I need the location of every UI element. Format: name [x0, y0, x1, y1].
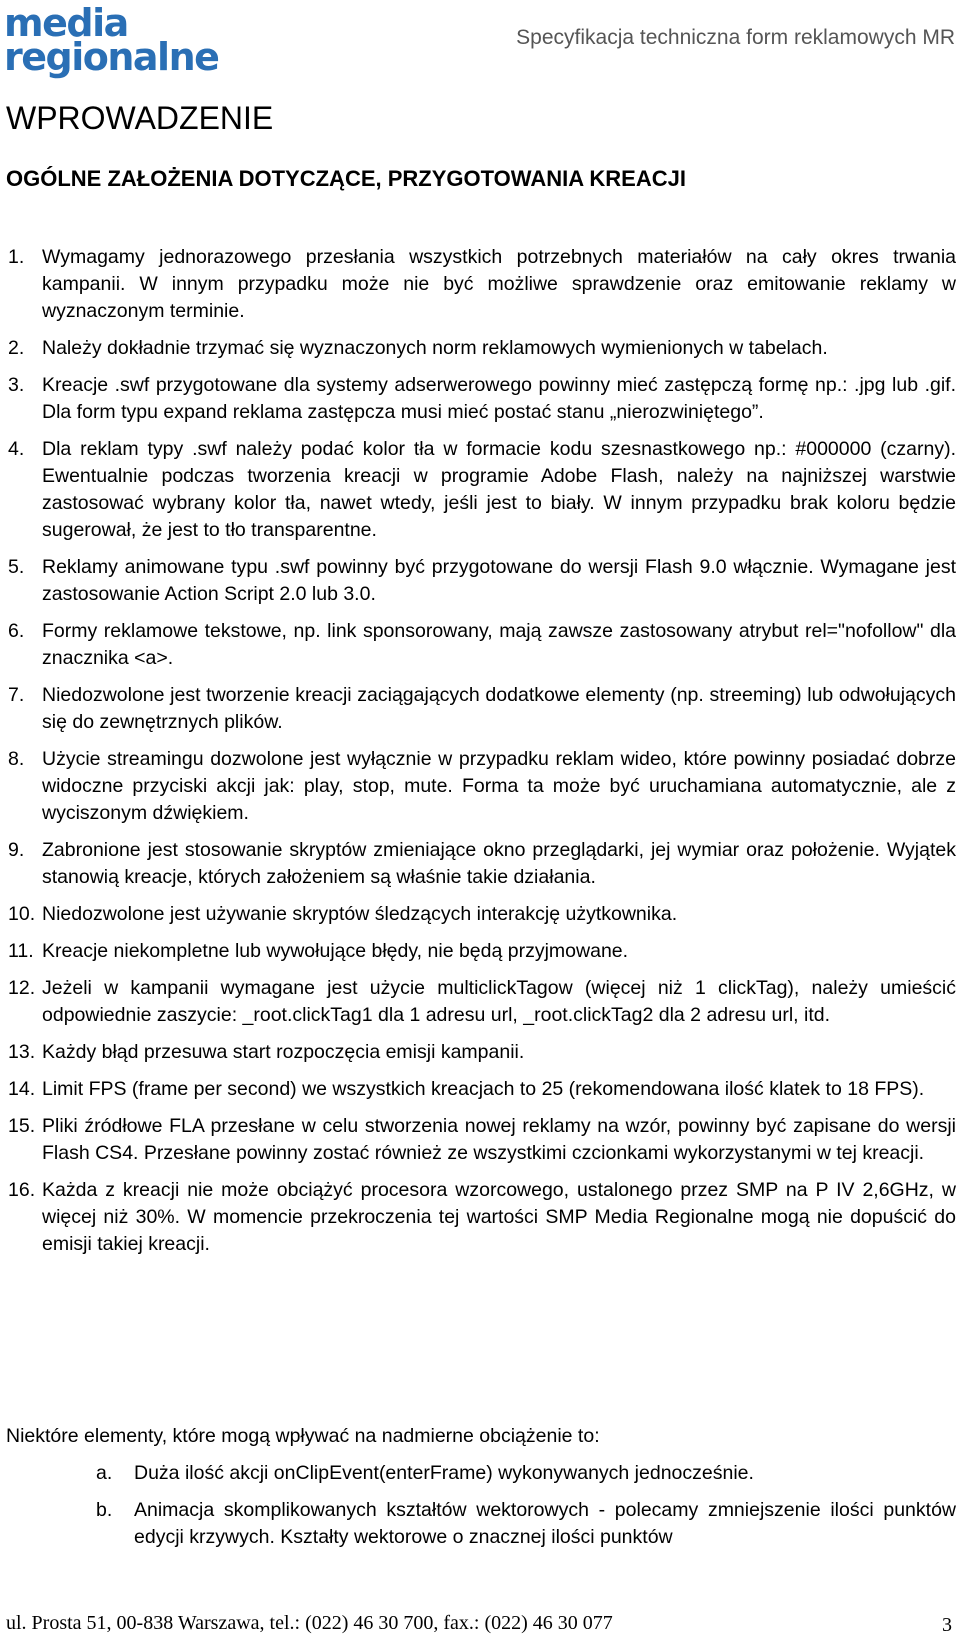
- list-item: [8, 901, 956, 928]
- list-item: [8, 1177, 956, 1258]
- list-item-text: Wymagamy jednorazowego przesłania wszystkich potrzebnych materiałów na cały okres trwania kampanii. W innym przypadku może nie być możliwe sprawdzenie oraz emitowanie reklamy w wyznaczonym terminie.: [42, 246, 956, 322]
- list-item-text: Limit FPS (frame per second) we wszystkich kreacjach to 25 (rekomendowana ilość klatek to 18 FPS).: [42, 1078, 925, 1100]
- list-item-text: Każda z kreacji nie może obciążyć procesora wzorcowego, ustalonego przez SMP na P IV 2,6GHz, w więcej niż 30%. W momencie przekroczenia tej wartości SMP Media Regionalne mogą nie dopuścić do emisji takiej kreacji.: [42, 1179, 956, 1255]
- list-item: [8, 554, 956, 608]
- list-item-number: 4.: [8, 438, 25, 460]
- list-item: [8, 1076, 956, 1103]
- list-item: [8, 335, 956, 362]
- sub-list-item: [96, 1497, 956, 1551]
- list-item: [8, 1039, 956, 1066]
- list-item-text: Zabronione jest stosowanie skryptów zmieniające okno przeglądarki, jej wymiar oraz położenie. Wyjątek stanowią kreacje, których założeniem są właśnie takie działania.: [42, 839, 956, 888]
- list-item-number: 3.: [8, 374, 25, 396]
- list-item-text: Kreacje .swf przygotowane dla systemy adserwerowego powinny mieć zastępczą formę np.: .jpg lub .gif. Dla form typu expand reklama zastępcza musi mieć postać stanu „nierozwiniętego”.: [42, 374, 956, 423]
- subsection-heading: OGÓLNE ZAŁOŻENIA DOTYCZĄCE, PRZYGOTOWANIA KREACJI: [6, 166, 686, 191]
- list-item-text: Kreacje niekompletne lub wywołujące błędy, nie będą przyjmowane.: [42, 940, 629, 962]
- body-paragraph: Niektóre elementy, które mogą wpływać na nadmierne obciążenie to:: [6, 1425, 600, 1447]
- list-item-number: 16.: [8, 1179, 36, 1201]
- logo-line-2: regionalne: [4, 35, 219, 79]
- list-item: [8, 746, 956, 827]
- list-item: [8, 436, 956, 544]
- list-item-text: Każdy błąd przesuwa start rozpoczęcia emisji kampanii.: [42, 1041, 525, 1063]
- list-item-text: Należy dokładnie trzymać się wyznaczonych norm reklamowych wymienionych w tabelach.: [42, 337, 828, 359]
- list-item: [8, 1113, 956, 1167]
- list-item: [8, 618, 956, 672]
- list-item-text: Niedozwolone jest używanie skryptów śledzących interakcję użytkownika.: [42, 903, 678, 925]
- list-item-number: 7.: [8, 684, 25, 706]
- section-heading: WPROWADZENIE: [6, 100, 274, 136]
- sub-list-item-text: Duża ilość akcji onClipEvent(enterFrame) wykonywanych jednocześnie.: [134, 1462, 754, 1484]
- footer-address: ul. Prosta 51, 00-838 Warszawa, tel.: (022) 46 30 700, fax.: (022) 46 30 077: [6, 1612, 613, 1634]
- sub-list-item: [96, 1460, 956, 1487]
- list-item-number: 2.: [8, 337, 25, 359]
- list-item: [8, 244, 956, 325]
- list-item: [8, 938, 956, 965]
- list-item-text: Reklamy animowane typu .swf powinny być przygotowane do wersji Flash 9.0 włącznie. Wymagane jest zastosowanie Action Script 2.0 lub 3.0.: [42, 556, 956, 605]
- list-item-number: 5.: [8, 556, 25, 578]
- list-item-number: 9.: [8, 839, 25, 861]
- list-item: [8, 975, 956, 1029]
- list-item-number: 14.: [8, 1078, 36, 1100]
- list-item-text: Niedozwolone jest tworzenie kreacji zaciągających dodatkowe elementy (np. streeming) lub odwołujących się do zewnętrznych plików.: [42, 684, 956, 733]
- list-item-text: Formy reklamowe tekstowe, np. link sponsorowany, mają zawsze zastosowany atrybut rel="nofollow" dla znacznika <a>.: [42, 620, 956, 669]
- sub-list-item-letter: a.: [96, 1462, 113, 1484]
- list-item-number: 11.: [8, 940, 34, 962]
- requirements-list: [8, 244, 956, 1268]
- list-item-number: 6.: [8, 620, 25, 642]
- list-item-number: 10.: [8, 903, 36, 925]
- list-item: [8, 372, 956, 426]
- list-item-number: 8.: [8, 748, 25, 770]
- list-item-text: Dla reklam typy .swf należy podać kolor tła w formacie kodu szesnastkowego np.: #000000 (czarny). Ewentualnie podczas tworzenia kreacji w programie Adobe Flash, należy na najniższej warstwie zastosować wybrany kolor tła, nawet wtedy, jeśli jest to biały. W innym przypadku brak koloru będzie sugerował, że jest to tło transparentne.: [42, 438, 956, 541]
- sub-list-item-text: Animacja skomplikowanych kształtów wektorowych - polecamy zmniejszenie ilości punktów edycji krzywych. Kształty wektorowe o znacznej ilości punktów: [134, 1499, 956, 1548]
- page-number: 3: [942, 1614, 952, 1636]
- media-regionalne-logo: [4, 1, 219, 88]
- list-item: [8, 837, 956, 891]
- list-item-number: 13.: [8, 1041, 36, 1063]
- list-item-text: Jeżeli w kampanii wymagane jest użycie multiclickTagow (więcej niż 1 clickTag), należy umieścić odpowiednie zaszycie: _root.clickTag1 dla 1 adresu url, _root.clickTag2 dla 2 adresu url, itd.: [42, 977, 956, 1026]
- list-item: [8, 682, 956, 736]
- list-item-number: 12.: [8, 977, 36, 999]
- document-header-title: Specyfikacja techniczna form reklamowych MR: [516, 26, 955, 49]
- list-item-text: Użycie streamingu dozwolone jest wyłącznie w przypadku reklam wideo, które powinny posiadać dobrze widoczne przyciski akcji jak: play, stop, mute. Forma ta może być uruchamiana automatycznie, ale z wyciszonym dźwiękiem.: [42, 748, 956, 824]
- sub-list: [96, 1460, 956, 1561]
- list-item-number: 1.: [8, 246, 25, 268]
- list-item-text: Pliki źródłowe FLA przesłane w celu stworzenia nowej reklamy na wzór, powinny być zapisane do wersji Flash CS4. Przesłane powinny zostać również ze wszystkimi czcionkami wykorzystanymi w tej kreacji.: [42, 1115, 956, 1164]
- logo-line-1: media: [4, 1, 128, 45]
- list-item-number: 15.: [8, 1115, 36, 1137]
- sub-list-item-letter: b.: [96, 1499, 113, 1521]
